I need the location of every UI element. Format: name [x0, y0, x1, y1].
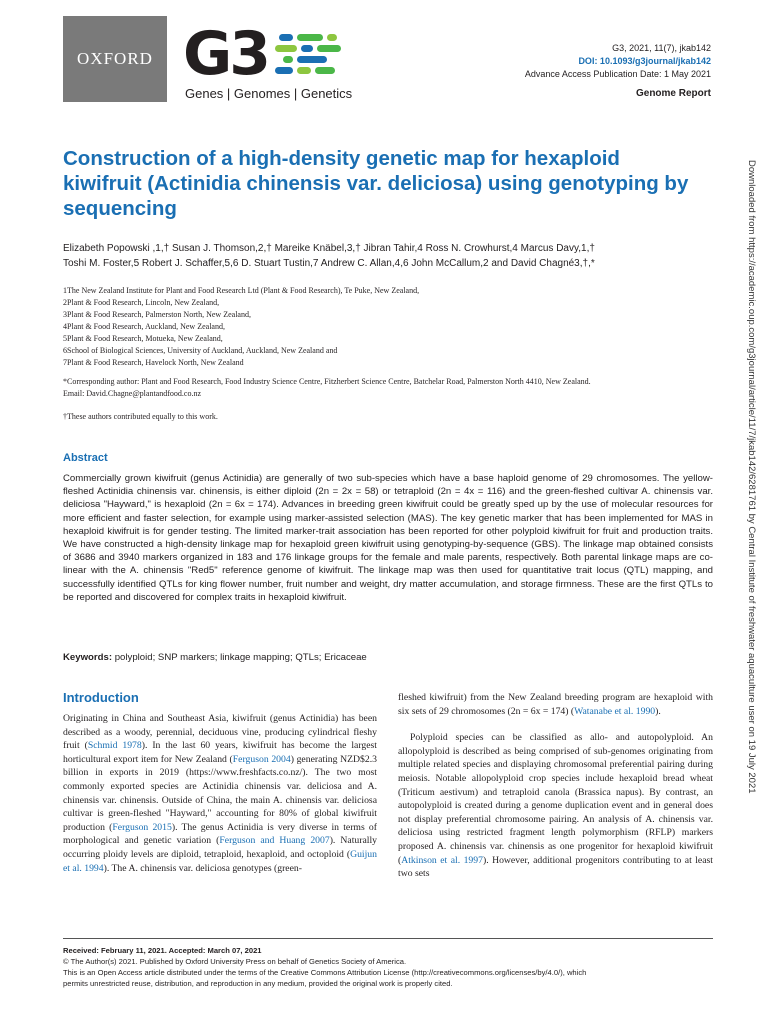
affiliation-item: 3Plant & Food Research, Palmerston North, New Zealand, [63, 310, 251, 319]
affiliations [63, 285, 703, 369]
download-sidebar [746, 160, 764, 980]
footer-notes [63, 938, 713, 989]
keywords-list: polyploid; SNP markers; linkage mapping; QTLs; Ericaceae [114, 652, 367, 663]
body-column-left [63, 712, 377, 875]
license-line: This is an Open Access article distributed under the terms of the Creative Commons Attribution License (http://creativecommons.org/licenses/by/4.0/), which [63, 968, 587, 977]
corresponding-email[interactable]: Email: David.Chagne@plantandfood.co.nz [63, 389, 201, 398]
article-title: Construction of a high-density genetic map for hexaploid kiwifruit (Actinidia chinensis var. deliciosa) using genotyping by sequencing [63, 147, 689, 220]
affiliation-item: 2Plant & Food Research, Lincoln, New Zealand, [63, 298, 220, 307]
corresponding-address: *Corresponding author: Plant and Food Research, Food Industry Science Centre, Fitzherbert Science Centre, Batchelar Road, Palmerston North 4410, New Zealand. [63, 377, 591, 386]
received-dates: Received: February 11, 2021. Accepted: March 07, 2021 [63, 946, 262, 955]
affiliation-item: 4Plant & Food Research, Auckland, New Zealand, [63, 322, 225, 331]
equal-contribution-note: †These authors contributed equally to this work. [63, 412, 218, 421]
author-line-1: Elizabeth Popowski ,1,† Susan J. Thomson,2,† Mareike Knäbel,3,† Jibran Tahir,4 Ross N. Crowhurst,4 Marcus Davy,1,† [63, 243, 595, 254]
reference-link[interactable]: Watanabe et al. 1990 [574, 705, 656, 717]
abstract-heading: Abstract [63, 452, 108, 464]
reference-link[interactable]: Ferguson 2015 [112, 821, 172, 833]
publisher-name: OXFORD [77, 49, 153, 68]
paragraph: Polyploid species can be classified as allo- and autopolyploid. An allopolyploid is described as being comprised of sub-genomes originating from multiple related species and displaying chromosomal preferential pairing during meiosis. Notable allopolyploid crop species include hexaploid bread wheat (Triticum aestivum) and tetraploid canola (Brassica napus). By contrast, an autopolyploid is created during a genome duplication event and in general does not display preferential chromosome pairing. An analysis of A. chinensis var. deliciosa using restricted fragment length polymorphism (RFLP) markers proposed A. chinensis var. chinensis as one progenitor for hexaploid kiwifruit (Atkinson et al. 1997). However, additional progenitors contributing to at least two sets [398, 732, 713, 880]
reference-link[interactable]: Guijun et al. 1994 [63, 848, 377, 874]
corresponding-author [63, 376, 713, 400]
keywords-label: Keywords: [63, 652, 113, 663]
journal-tagline: Genes | Genomes | Genetics [185, 86, 353, 101]
doi-link[interactable]: DOI: 10.1093/g3journal/jkab142 [578, 56, 711, 66]
author-line-2: Toshi M. Foster,5 Robert J. Schaffer,5,6 D. Stuart Tustin,7 Andrew C. Allan,4,6 John McCallum,2 and David Chagné3,†,* [63, 258, 595, 269]
g3-logo-text: G3 [183, 19, 268, 89]
paragraph: fleshed kiwifruit) from the New Zealand breeding program are hexaploid with six sets of 29 chromosomes (2n = 6x = 174) (Watanabe et al. 1990). [398, 692, 713, 717]
introduction-heading: Introduction [63, 690, 139, 705]
reference-link[interactable]: Atkinson et al. 1997 [401, 854, 483, 866]
publication-date: Advance Access Publication Date: 1 May 2021 [524, 69, 711, 79]
author-list [63, 241, 713, 271]
paragraph: Originating in China and Southeast Asia, kiwifruit (genus Actinidia) has been described as a woody, perennial, deciduous vine, producing cylindrical fleshy fruit (Schmid 1978). In the last 60 years, kiwifruit has become the largest horticultural export item for New Zealand (Ferguson 2004) generating NZD$2.3 billion in exports in 2019 (https://www.freshfacts.co.nz/). The two most commonly exported species are Actinidia chinensis var. deliciosa and A. chinensis var. chinensis. Outside of China, the main A. chinensis var. deliciosa cultivar is green-fleshed "Hayward," accounting for 80% of global kiwifruit production (Ferguson 2015). The genus Actinidia is very diverse in terms of morphological and genetic variation (Ferguson and Huang 2007). Naturally occurring ploidy levels are diploid, tetraploid, hexaploid, and octoploid (Guijun et al. 1994). The A. chinensis var. deliciosa genotypes (green- [63, 713, 378, 874]
article-meta [525, 42, 711, 100]
reference-link[interactable]: Ferguson 2004 [232, 753, 291, 765]
copyright: © The Author(s) 2021. Published by Oxford University Press on behalf of Genetics Society of America. [63, 957, 407, 966]
download-note: Downloaded from https://academic.oup.com/g3journal/article/11/7/jkab142/6281761 by Central Institute of freshwater aquaculture user on 19 July 2021 [746, 160, 757, 794]
abstract-text: Commercially grown kiwifruit (genus Actinidia) are generally of two sub-species which have a base haploid genome of 29 chromosomes. The yellow-fleshed Actinidia chinensis var. chinensis, is either diploid (2n = 2x = 58) or tetraploid (2n = 4x = 116) and the green-fleshed cultivar A. chinensis var. deliciosa "Hayward," is hexaploid (2n = 6x = 174). Advances in breeding green kiwifruit could be greatly sped up by the use of molecular resources for more efficient and faster selection, for example using marker-assisted selection (MAS). The key genetic marker that has been implemented for MAS in hexaploid kiwifruit is for gender testing. The limited marker-trait association has been reported for other polyploid kiwifruit for fruit and production traits. We have constructed a high-density linkage map for hexaploid green kiwifruit using genotyping-by-sequence (GBS). The linkage map obtained consists of 3686 and 3940 markers organized in 183 and 176 linkage groups for the female and male parents, respectively. Both parental linkage maps are co-linear with the A. chinensis "Red5" reference genome of kiwifruit. The linkage map was then used for quantitative trait locus (QTL) mapping, and successfully identified QTLs for king flower number, fruit number and weight, dry matter accumulation, and storage firmness. These are the first QTLs to be reported and discovered for complex traits in hexaploid kiwifruit. [63, 473, 713, 603]
report-type: Genome Report [635, 88, 711, 99]
keywords [63, 652, 713, 663]
g3-logo-bars-icon [275, 34, 365, 84]
affiliation-item: 6School of Biological Sciences, University of Auckland, Auckland, New Zealand and [63, 346, 338, 355]
reference-link[interactable]: Schmid 1978 [87, 740, 142, 752]
g3-logo[interactable] [183, 19, 363, 112]
oxford-logo [63, 16, 167, 102]
affiliation-item: 1The New Zealand Institute for Plant and Food Research Ltd (Plant & Food Research), Te Puke, New Zealand, [63, 286, 420, 295]
affiliation-item: 5Plant & Food Research, Motueka, New Zealand, [63, 334, 223, 343]
affiliation-item: 7Plant & Food Research, Havelock North, New Zealand [63, 358, 244, 367]
citation: G3, 2021, 11(7), jkab142 [612, 43, 711, 53]
body-column-right [398, 691, 713, 881]
reference-link[interactable]: Ferguson and Huang 2007 [219, 835, 330, 847]
license-line: permits unrestricted reuse, distribution, and reproduction in any medium, provided the original work is properly cited. [63, 979, 453, 988]
